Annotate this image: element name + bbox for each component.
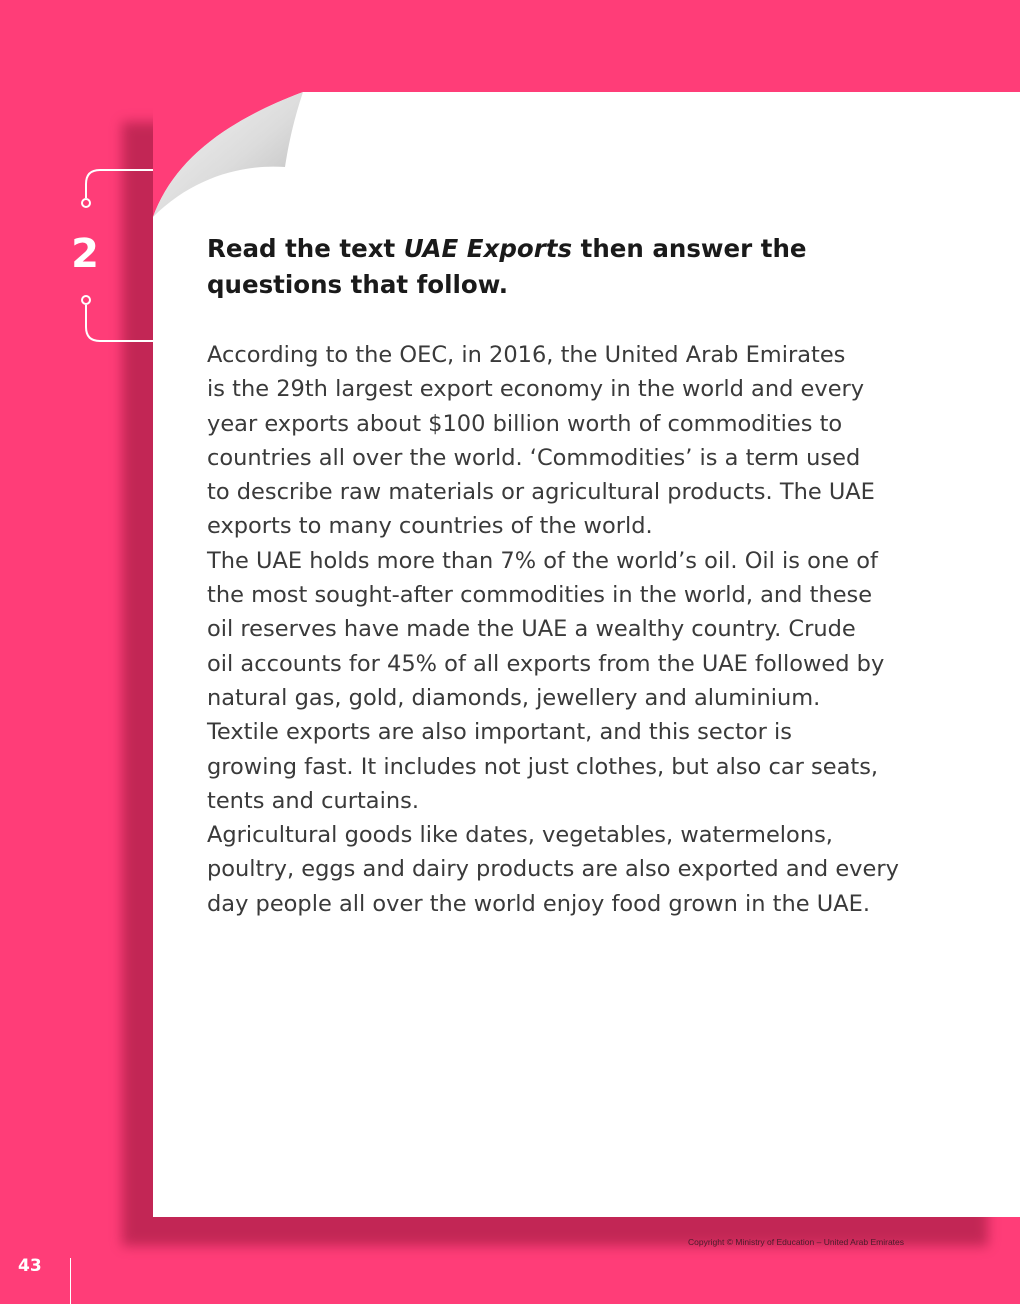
passage-line: year exports about $100 billion worth of commodities to <box>207 410 843 437</box>
passage-line: oil accounts for 45% of all exports from the UAE followed by <box>207 650 885 677</box>
passage-line: exports to many countries of the world. <box>207 513 653 540</box>
passage-title: UAE Exports <box>403 234 573 263</box>
passage-line: day people all over the world enjoy food grown in the UAE. <box>207 890 870 917</box>
page-curl-decoration <box>153 92 313 232</box>
passage-line: According to the OEC, in 2016, the United Arab Emirates <box>207 342 846 368</box>
passage-line: the most sought-after commodities in the world, and these <box>207 582 873 609</box>
page-number: 43 <box>18 1256 42 1276</box>
footer-divider <box>70 1258 71 1304</box>
passage-line: poultry, eggs and dairy products are also exported and every <box>207 856 899 883</box>
passage-line: tents and curtains. <box>207 787 419 814</box>
passage-line: oil reserves have made the UAE a wealthy country. Crude <box>207 616 856 643</box>
passage-line: natural gas, gold, diamonds, jewellery and aluminium. <box>207 684 821 711</box>
passage-text <box>207 338 942 921</box>
passage-line: Textile exports are also important, and this sector is <box>207 719 793 746</box>
passage-line: growing fast. It includes not just clothes, but also car seats, <box>207 753 879 780</box>
passage-line: The UAE holds more than 7% of the world’s oil. Oil is one of <box>207 547 878 574</box>
instruction-heading <box>207 231 927 303</box>
passage-line: is the 29th largest export economy in the world and every <box>207 376 865 403</box>
passage-line: to describe raw materials or agricultural products. The UAE <box>207 479 875 506</box>
step-bracket-decoration <box>0 0 160 360</box>
copyright-notice: Copyright © Ministry of Education – United Arab Emirates <box>688 1237 905 1247</box>
passage-line: Agricultural goods like dates, vegetables, watermelons, <box>207 822 833 849</box>
instruction-prefix: Read the text <box>207 234 404 263</box>
passage-line: countries all over the world. ‘Commodities’ is a term used <box>207 444 861 471</box>
step-number: 2 <box>71 231 99 277</box>
instruction-suffix: then answer the questions that follow. <box>207 234 807 299</box>
